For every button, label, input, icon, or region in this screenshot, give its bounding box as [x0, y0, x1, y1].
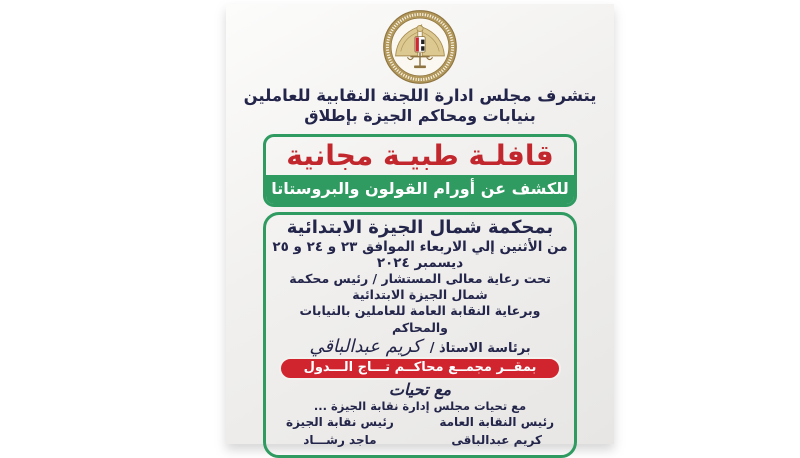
chairman-prefix: برئاسة الاستاذ / — [429, 340, 531, 356]
signatures-row — [270, 413, 570, 452]
signature-general-union — [439, 413, 554, 450]
patronage-line-2: وبرعاية النقابة العامة للعاملين بالنيابات والمحاكم — [299, 303, 541, 335]
signature-title: رئيس نقابة الجيزة — [286, 414, 394, 429]
patronage-line-1: تحت رعاية معالى المستشار / رئيس محكمة شمال الجيزة الابتدائية — [289, 270, 551, 303]
screening-banner: للكشف عن أورام القولون والبروستاتا — [266, 175, 574, 204]
chairman-line — [309, 336, 530, 357]
regards-line: مع تحيات مجلس إدارة نقابة الجيزة ... — [313, 398, 527, 413]
signature-title: رئيس النقابة العامة — [439, 414, 554, 429]
signature-name: كريم عبدالباقى — [451, 433, 542, 448]
eagle-justice-seal-icon — [383, 10, 457, 84]
location-bar: بمقــر مجمــع محاكــم تـــاج الـــدول — [279, 357, 561, 380]
header-line-1: يتشرف مجلس ادارة اللجنة النقابية للعاملين — [243, 86, 597, 105]
signature-name: ماجد رشـــاد — [303, 433, 377, 448]
dates-line: من الأثنين إلي الاربعاء الموافق ٢٣ و ٢٤ و ٢٥ ديسمبر ٢٠٢٤ — [272, 238, 568, 271]
flyer-panel — [226, 4, 614, 448]
title-box — [263, 134, 577, 207]
venue-line: بمحكمة شمال الجيزة الابتدائية — [286, 217, 554, 239]
header-line-2: بنيابات ومحاكم الجيزة بإطلاق — [304, 105, 536, 125]
signature-giza-union — [286, 413, 394, 450]
details-box — [263, 212, 577, 458]
chairman-name: كريم عبدالباقي — [309, 335, 422, 357]
campaign-title: قافلـة طبيـة مجانية — [286, 138, 554, 172]
regards-calligraphy: مع تحيات — [388, 379, 452, 399]
